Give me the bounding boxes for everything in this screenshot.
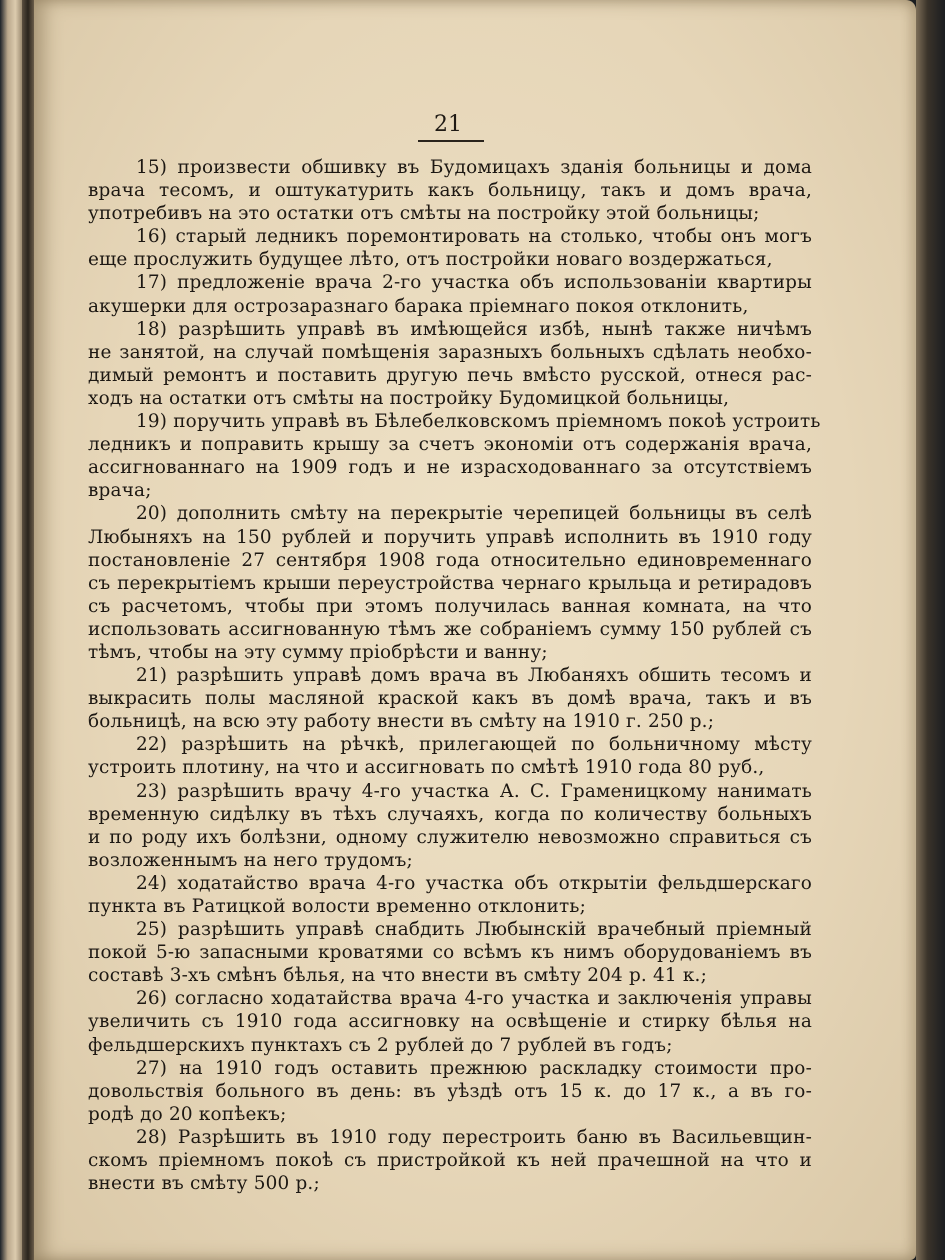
text-line: покой 5-ю запасными кроватями со всѣмъ къ нимъ оборудованіемъ въ <box>88 942 812 964</box>
text-line: использовать ассигнованную тѣмъ же собраніемъ сумму 150 рублей съ <box>88 618 812 640</box>
text-line: 18) разрѣшить управѣ въ имѣющейся избѣ, нынѣ также ничѣмъ <box>136 318 812 340</box>
text-line: ходъ на остатки отъ смѣты на постройку Будомицкой больницы, <box>88 387 730 409</box>
text-line: 24) ходатайство врача 4-го участка объ открытіи фельдшерскаго <box>136 872 812 894</box>
text-line: 23) разрѣшить врачу 4-го участка А. С. Граменицкому нанимать <box>136 780 812 802</box>
text-line: употребивъ на это остатки отъ смѣты на постройку этой больницы; <box>88 203 760 225</box>
text-line: увеличить съ 1910 года ассигновку на освѣщеніе и стирку бѣлья на <box>88 1011 812 1033</box>
text-line: больницѣ, на всю эту работу внести въ смѣту на 1910 г. 250 р.; <box>88 711 715 733</box>
text-line: временную сидѣлку въ тѣхъ случаяхъ, когда по количеству больныхъ <box>88 803 812 825</box>
text-line: ледникъ и поправить крышу за счетъ экономіи отъ содержанія врача, <box>88 434 812 456</box>
text-line: выкрасить полы масляной краской какъ въ домѣ врача, такъ и въ <box>88 688 812 710</box>
text-line: внести въ смѣту 500 р.; <box>88 1173 320 1195</box>
text-line: врача; <box>88 480 152 502</box>
text-line: 19) поручить управѣ въ Бѣлебелковскомъ пріемномъ покоѣ устроить <box>136 411 821 433</box>
text-line: составѣ 3-хъ смѣнъ бѣлья, на что внести въ смѣту 204 р. 41 к.; <box>88 965 708 987</box>
page-number-rule <box>418 140 484 142</box>
text-line: 16) старый ледникъ поремонтировать на столько, чтобы онъ могъ <box>136 226 812 248</box>
text-line: 26) согласно ходатайства врача 4-го участка и заключенія управы <box>136 988 812 1010</box>
text-line: пункта въ Ратицкой волости временно отклонить; <box>88 896 586 917</box>
text-line: 15) произвести обшивку въ Будомицахъ зданія больницы и дома <box>136 157 812 178</box>
text-line: 28) Разрѣшить въ 1910 году перестроить баню въ Васильевщин- <box>136 1126 812 1148</box>
text-line: съ расчетомъ, чтобы при этомъ получилась ванная комната, на что <box>88 595 812 617</box>
text-line: 22) разрѣшить на рѣчкѣ, прилегающей по больничному мѣсту <box>136 734 812 756</box>
text-line: и по роду ихъ болѣзни, одному служителю невозможно справиться съ <box>88 826 812 848</box>
text-line: 21) разрѣшить управѣ домъ врача въ Любаняхъ обшить тесомъ и <box>136 665 812 687</box>
text-line: тѣмъ, чтобы на эту сумму пріобрѣсти и ванну; <box>88 641 548 663</box>
text-line: съ перекрытіемъ крыши переустройства чернаго крыльца и ретирадовъ <box>88 572 812 594</box>
text-line: врача тесомъ, и оштукатурить какъ больницу, такъ и домъ врача, <box>88 180 812 202</box>
text-line: еще прослужить будущее лѣто, отъ постройки новаго воздержаться, <box>88 249 773 271</box>
book-gutter <box>22 0 34 1260</box>
text-line: фельдшерскихъ пунктахъ съ 2 рублей до 7 рублей въ годъ; <box>88 1034 673 1056</box>
text-line: скомъ пріемномъ покоѣ съ пристройкой къ ней прачешной на что и <box>88 1150 812 1172</box>
text-line: 25) разрѣшить управѣ снабдить Любынскій врачебный пріемный <box>136 919 812 941</box>
text-line: родѣ до 20 копѣекъ; <box>88 1103 287 1125</box>
text-line: димый ремонтъ и поставить другую печь вмѣсто русской, отнеся рас- <box>88 364 812 386</box>
page-number: 21 <box>434 112 462 137</box>
text-line: постановленіе 27 сентября 1908 года относительно единовременнаго <box>88 549 812 571</box>
text-line: 27) на 1910 годъ оставить прежнюю раскладку стоимости про- <box>136 1057 812 1079</box>
text-line: довольствія больного въ день: въ уѣздѣ отъ 15 к. до 17 к., а въ го- <box>88 1080 812 1102</box>
text-line: ассигнованнаго на 1909 годъ и не израсходованнаго за отсутствіемъ <box>88 457 812 479</box>
text-line: акушерки для острозаразнаго барака пріемнаго покоя отклонить, <box>88 295 749 317</box>
text-line: 20) дополнить смѣту на перекрытіе черепицей больницы въ селѣ <box>136 503 812 525</box>
right-page-edge <box>916 0 945 1260</box>
text-line: возложеннымъ на него трудомъ; <box>88 849 413 871</box>
text-line: не занятой, на случай помѣщенія заразныхъ больныхъ сдѣлать необхо- <box>88 341 812 363</box>
left-page-edge <box>0 0 22 1260</box>
text-line: устроить плотину, на что и ассигновать по смѣтѣ 1910 года 80 руб., <box>88 757 765 779</box>
page-text-body <box>88 156 821 1195</box>
text-line: 17) предложеніе врача 2-го участка объ использованіи квартиры <box>136 272 812 294</box>
text-line: Любыняхъ на 150 рублей и поручить управѣ исполнить въ 1910 году <box>88 526 812 548</box>
